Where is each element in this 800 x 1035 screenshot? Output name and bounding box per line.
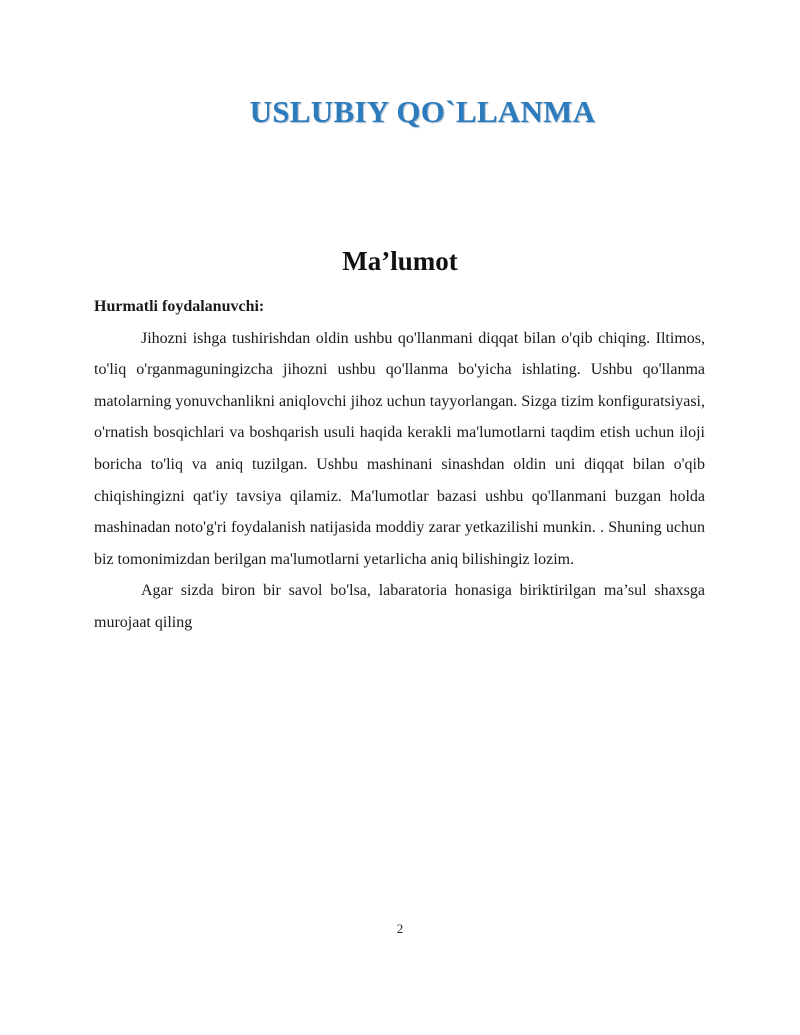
page-number: 2 bbox=[396, 921, 404, 936]
document-body bbox=[94, 291, 705, 639]
paragraph: Agar sizda biron bir savol bo'lsa, labaratoria honasiga biriktirilgan ma’sul shaxsga murojaat qiling bbox=[94, 582, 705, 631]
document-title: USLUBIY QO`LLANMA bbox=[249, 94, 596, 129]
section-heading: Ma’lumot bbox=[342, 246, 458, 276]
greeting: Hurmatli foydalanuvchi: bbox=[94, 298, 265, 315]
paragraph: Jihozni ishga tushirishdan oldin ushbu qo'llanmani diqqat bilan o'qib chiqing. Iltimos, to'liq o'rganmaguningizcha jihozni ushbu qo'llanma bo'yicha ishlating. Ushbu qo'llanma matolarning yonuvchanlikni aniqlovchi jihoz uchun tayyorlangan. Sizga tizim konfiguratsiyasi, o'rnatish bosqichlari va boshqarish usuli haqida kerakli ma'lumotlarni taqdim etish uchun iloji boricha to'liq va aniq tuzilgan. Ushbu mashinani sinashdan oldin uni diqqat bilan o'qib chiqishingizni qat'iy tavsiya qilamiz. Ma'lumotlar bazasi ushbu qo'llanmani buzgan holda mashinadan noto'g'ri foydalanish natijasida moddiy zarar yetkazilishi munkin. . Shuning uchun biz tomonimizdan berilgan ma'lumotlarni yetarlicha aniq bilishingiz lozim. bbox=[94, 329, 705, 568]
